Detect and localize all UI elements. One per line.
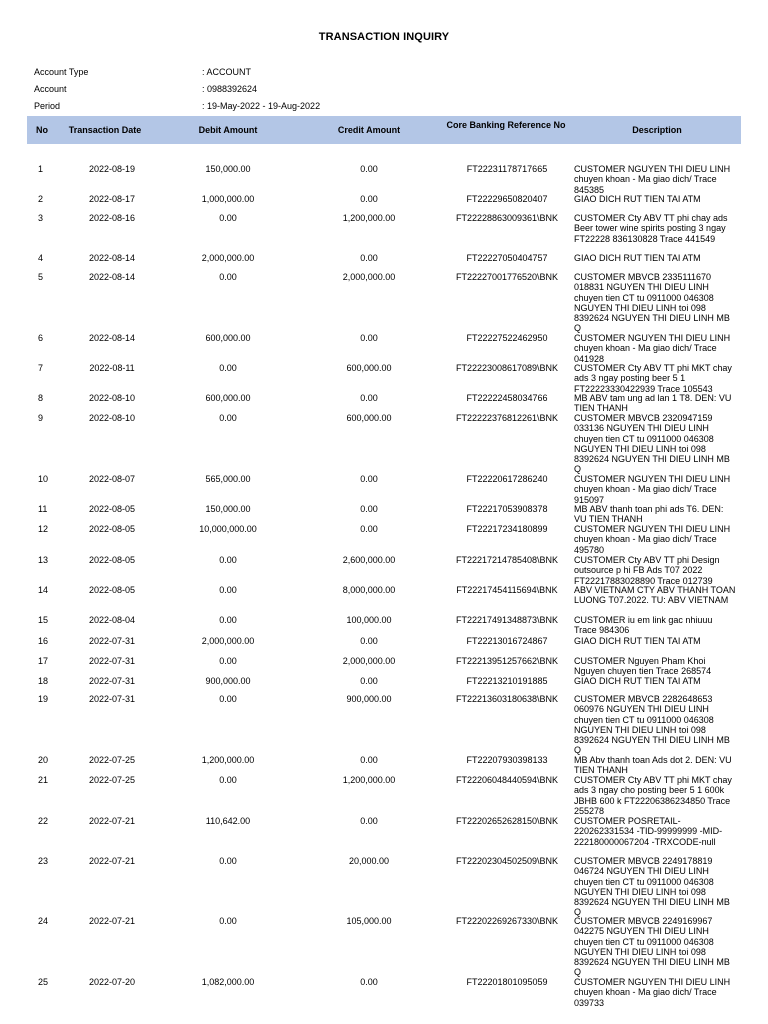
- reference-number: FT22227001776520\BNK: [455, 272, 559, 282]
- credit-amount: 2,000,000.00: [342, 656, 396, 666]
- row-number: 2: [38, 194, 44, 204]
- column-header-credit: Credit Amount: [337, 125, 401, 135]
- debit-amount: 0.00: [219, 272, 237, 282]
- reference-number: FT22217214785408\BNK: [455, 555, 559, 565]
- column-header-no: No: [36, 125, 48, 135]
- account-label: Account: [34, 84, 67, 94]
- reference-number: FT22217053908378: [466, 504, 548, 514]
- debit-amount: 0.00: [219, 555, 237, 565]
- description: GIAO DICH RUT TIEN TAI ATM: [574, 253, 701, 263]
- reference-number: FT22202269267330\BNK: [455, 916, 559, 926]
- period-label: Period: [34, 101, 61, 111]
- debit-amount: 150,000.00: [205, 164, 251, 174]
- debit-amount: 0.00: [219, 363, 237, 373]
- reference-number: FT22213603180638\BNK: [455, 694, 559, 704]
- credit-amount: 600,000.00: [346, 363, 392, 373]
- credit-amount: 0.00: [360, 977, 378, 987]
- debit-amount: 600,000.00: [205, 333, 251, 343]
- description: CUSTOMER MBVCB 2335111670 018831 NGUYEN THI DIEU LINH chuyen tien CT tu 0911000 046308 NGUYEN THI DIEU LINH toi 098 8392624 NGUYEN THI DIEU LINH MB Q: [574, 272, 730, 334]
- transaction-date: 2022-08-10: [88, 393, 136, 403]
- transaction-date: 2022-07-21: [88, 856, 136, 866]
- description: GIAO DICH RUT TIEN TAI ATM: [574, 676, 701, 686]
- description: ABV VIETNAM CTY ABV THANH TOAN LUONG T07.2022. TU: ABV VIETNAM: [574, 585, 736, 606]
- row-number: 4: [38, 253, 44, 263]
- row-number: 15: [38, 615, 49, 625]
- description: MB Abv thanh toan Ads dot 2. DEN: VU TIEN THANH: [574, 755, 732, 776]
- row-number: 18: [38, 676, 49, 686]
- reference-number: FT22229650820407: [466, 194, 548, 204]
- debit-amount: 0.00: [219, 585, 237, 595]
- page-title: TRANSACTION INQUIRY: [318, 31, 450, 43]
- description: CUSTOMER Cty ABV TT phi chay ads Beer tower wine spirits posting 3 ngay FT22228 836130828 Trace 441549: [574, 213, 728, 244]
- description: CUSTOMER MBVCB 2249178819 046724 NGUYEN THI DIEU LINH chuyen tien CT tu 0911000 046308 NGUYEN THI DIEU LINH toi 098 8392624 NGUYEN THI DIEU LINH MB Q: [574, 856, 730, 918]
- reference-number: FT22227522462950: [466, 333, 548, 343]
- row-number: 8: [38, 393, 44, 403]
- credit-amount: 2,600,000.00: [342, 555, 396, 565]
- description: GIAO DICH RUT TIEN TAI ATM: [574, 194, 701, 204]
- transaction-date: 2022-08-05: [88, 585, 136, 595]
- description: CUSTOMER MBVCB 2320947159 033136 NGUYEN THI DIEU LINH chuyen tien CT tu 0911000 046308 NGUYEN THI DIEU LINH toi 098 8392624 NGUYEN THI DIEU LINH MB Q: [574, 413, 730, 475]
- description: CUSTOMER NGUYEN THI DIEU LINH chuyen khoan - Ma giao dich/ Trace 495780: [574, 524, 731, 555]
- transaction-date: 2022-07-20: [88, 977, 136, 987]
- credit-amount: 105,000.00: [346, 916, 392, 926]
- row-number: 20: [38, 755, 49, 765]
- description: MB ABV tam ung ad lan 1 T8. DEN: VU TIEN THANH: [574, 393, 732, 414]
- transaction-date: 2022-08-05: [88, 555, 136, 565]
- reference-number: FT22206048440594\BNK: [455, 775, 559, 785]
- description: CUSTOMER POSRETAIL- 220262331534 -TID-99999999 -MID- 222180000067204 -TRXCODE-null: [574, 816, 723, 847]
- debit-amount: 1,200,000.00: [201, 755, 255, 765]
- credit-amount: 0.00: [360, 816, 378, 826]
- description: CUSTOMER NGUYEN THI DIEU LINH chuyen khoan - Ma giao dich/ Trace 041928: [574, 333, 731, 364]
- description: CUSTOMER Nguyen Pham Khoi Nguyen chuyen tien Trace 268574: [574, 656, 712, 677]
- debit-amount: 110,642.00: [205, 816, 251, 826]
- row-number: 6: [38, 333, 44, 343]
- row-number: 11: [38, 504, 48, 514]
- transaction-date: 2022-08-14: [88, 253, 136, 263]
- row-number: 21: [38, 775, 49, 785]
- credit-amount: 0.00: [360, 474, 378, 484]
- credit-amount: 8,000,000.00: [342, 585, 396, 595]
- credit-amount: 0.00: [360, 504, 378, 514]
- debit-amount: 150,000.00: [205, 504, 251, 514]
- transaction-date: 2022-07-31: [88, 636, 136, 646]
- description: CUSTOMER MBVCB 2249169967 042275 NGUYEN THI DIEU LINH chuyen tien CT tu 0911000 046308 NGUYEN THI DIEU LINH toi 098 8392624 NGUYEN THI DIEU LINH MB Q: [574, 916, 730, 978]
- debit-amount: 0.00: [219, 916, 237, 926]
- debit-amount: 565,000.00: [205, 474, 251, 484]
- row-number: 12: [38, 524, 49, 534]
- transaction-date: 2022-08-11: [89, 363, 135, 373]
- description: CUSTOMER iu em link gac nhiuuu Trace 984306: [574, 615, 713, 636]
- row-number: 25: [38, 977, 49, 987]
- description: GIAO DICH RUT TIEN TAI ATM: [574, 636, 701, 646]
- debit-amount: 10,000,000.00: [199, 524, 257, 534]
- transaction-date: 2022-08-05: [88, 524, 136, 534]
- transaction-date: 2022-08-19: [88, 164, 136, 174]
- description: CUSTOMER Cty ABV TT phi MKT chay ads 3 ngay cho posting beer 5 1 600k JBHB 600 k FT22206386234850 Trace 255278: [574, 775, 732, 816]
- row-number: 10: [38, 474, 49, 484]
- reference-number: FT22207930398133: [466, 755, 548, 765]
- row-number: 3: [38, 213, 44, 223]
- description: CUSTOMER NGUYEN THI DIEU LINH chuyen khoan - Ma giao dich/ Trace 039733: [574, 977, 731, 1008]
- debit-amount: 600,000.00: [205, 393, 251, 403]
- reference-number: FT22220617286240: [466, 474, 548, 484]
- row-number: 22: [38, 816, 49, 826]
- credit-amount: 0.00: [360, 393, 378, 403]
- transaction-date: 2022-07-25: [88, 775, 136, 785]
- transaction-date: 2022-08-07: [88, 474, 136, 484]
- row-number: 19: [38, 694, 49, 704]
- credit-amount: 20,000.00: [348, 856, 390, 866]
- account-type-value: : ACCOUNT: [202, 67, 252, 77]
- transaction-date: 2022-08-14: [88, 333, 136, 343]
- reference-number: FT22213951257662\BNK: [455, 656, 559, 666]
- debit-amount: 0.00: [219, 775, 237, 785]
- transaction-date: 2022-08-10: [88, 413, 136, 423]
- reference-number: FT22227050404757: [466, 253, 548, 263]
- transaction-date: 2022-07-31: [88, 694, 136, 704]
- credit-amount: 0.00: [360, 164, 378, 174]
- transaction-date: 2022-08-04: [88, 615, 136, 625]
- reference-number: FT22228863009361\BNK: [455, 213, 559, 223]
- debit-amount: 900,000.00: [205, 676, 251, 686]
- reference-number: FT22217491348873\BNK: [455, 615, 559, 625]
- row-number: 7: [38, 363, 44, 373]
- row-number: 17: [38, 656, 49, 666]
- reference-number: FT22213210191885: [466, 676, 548, 686]
- description: CUSTOMER NGUYEN THI DIEU LINH chuyen khoan - Ma giao dich/ Trace 915097: [574, 474, 731, 505]
- reference-number: FT22222376812261\BNK: [455, 413, 559, 423]
- row-number: 13: [38, 555, 49, 565]
- debit-amount: 1,082,000.00: [201, 977, 255, 987]
- row-number: 24: [38, 916, 49, 926]
- debit-amount: 0.00: [219, 656, 237, 666]
- description: CUSTOMER NGUYEN THI DIEU LINH chuyen khoan - Ma giao dich/ Trace 845385: [574, 164, 731, 195]
- reference-number: FT22201801095059: [466, 977, 548, 987]
- debit-amount: 0.00: [219, 213, 237, 223]
- reference-number: FT22202304502509\BNK: [455, 856, 559, 866]
- account-value: : 0988392624: [202, 84, 258, 94]
- reference-number: FT22231178717665: [466, 164, 548, 174]
- reference-number: FT22202652628150\BNK: [455, 816, 559, 826]
- credit-amount: 0.00: [360, 755, 378, 765]
- row-number: 16: [38, 636, 49, 646]
- reference-number: FT22217234180899: [466, 524, 548, 534]
- row-number: 23: [38, 856, 49, 866]
- transaction-date: 2022-08-05: [88, 504, 136, 514]
- column-header-description: Description: [632, 125, 682, 135]
- period-value: : 19-May-2022 - 19-Aug-2022: [202, 101, 321, 111]
- description: CUSTOMER MBVCB 2282648653 060976 NGUYEN THI DIEU LINH chuyen tien CT tu 0911000 046308 NGUYEN THI DIEU LINH toi 098 8392624 NGUYEN THI DIEU LINH MB Q: [574, 694, 730, 756]
- credit-amount: 2,000,000.00: [342, 272, 396, 282]
- transaction-date: 2022-08-14: [88, 272, 136, 282]
- reference-number: FT22213016724867: [466, 636, 548, 646]
- credit-amount: 0.00: [360, 253, 378, 263]
- column-header-date: Transaction Date: [68, 125, 142, 135]
- credit-amount: 900,000.00: [346, 694, 392, 704]
- transaction-date: 2022-08-17: [88, 194, 136, 204]
- credit-amount: 0.00: [360, 524, 378, 534]
- transaction-date: 2022-07-21: [88, 916, 136, 926]
- description: CUSTOMER Cty ABV TT phi MKT chay ads 3 ngay posting beer 5 1 FT22223330422939 Trace 105543: [574, 363, 732, 394]
- reference-number: FT22223008617089\BNK: [455, 363, 559, 373]
- reference-number: FT22217454115694\BNK: [456, 585, 558, 595]
- credit-amount: 1,200,000.00: [342, 775, 396, 785]
- reference-number: FT22222458034766: [466, 393, 548, 403]
- debit-amount: 1,000,000.00: [201, 194, 255, 204]
- row-number: 14: [38, 585, 49, 595]
- credit-amount: 1,200,000.00: [342, 213, 396, 223]
- debit-amount: 0.00: [219, 413, 237, 423]
- transaction-date: 2022-07-25: [88, 755, 136, 765]
- credit-amount: 0.00: [360, 676, 378, 686]
- column-header-ref: Core Banking Reference No: [446, 120, 566, 130]
- row-number: 1: [38, 164, 44, 174]
- credit-amount: 100,000.00: [346, 615, 392, 625]
- transaction-date: 2022-08-16: [88, 213, 136, 223]
- debit-amount: 2,000,000.00: [201, 253, 255, 263]
- account-type-label: Account Type: [34, 67, 89, 77]
- credit-amount: 0.00: [360, 636, 378, 646]
- description: CUSTOMER Cty ABV TT phi Design outsource p hi FB Ads T07 2022 FT22217883028890 Trace 012739: [574, 555, 720, 586]
- credit-amount: 0.00: [360, 194, 378, 204]
- credit-amount: 600,000.00: [346, 413, 392, 423]
- row-number: 5: [38, 272, 44, 282]
- transaction-date: 2022-07-31: [88, 676, 136, 686]
- debit-amount: 0.00: [219, 615, 237, 625]
- debit-amount: 0.00: [219, 856, 237, 866]
- row-number: 9: [38, 413, 44, 423]
- column-header-debit: Debit Amount: [198, 125, 258, 135]
- transaction-date: 2022-07-21: [88, 816, 136, 826]
- transaction-date: 2022-07-31: [88, 656, 136, 666]
- description: MB ABV thanh toan phi ads T6. DEN: VU TIEN THANH: [574, 504, 724, 525]
- debit-amount: 0.00: [219, 694, 237, 704]
- debit-amount: 2,000,000.00: [201, 636, 255, 646]
- credit-amount: 0.00: [360, 333, 378, 343]
